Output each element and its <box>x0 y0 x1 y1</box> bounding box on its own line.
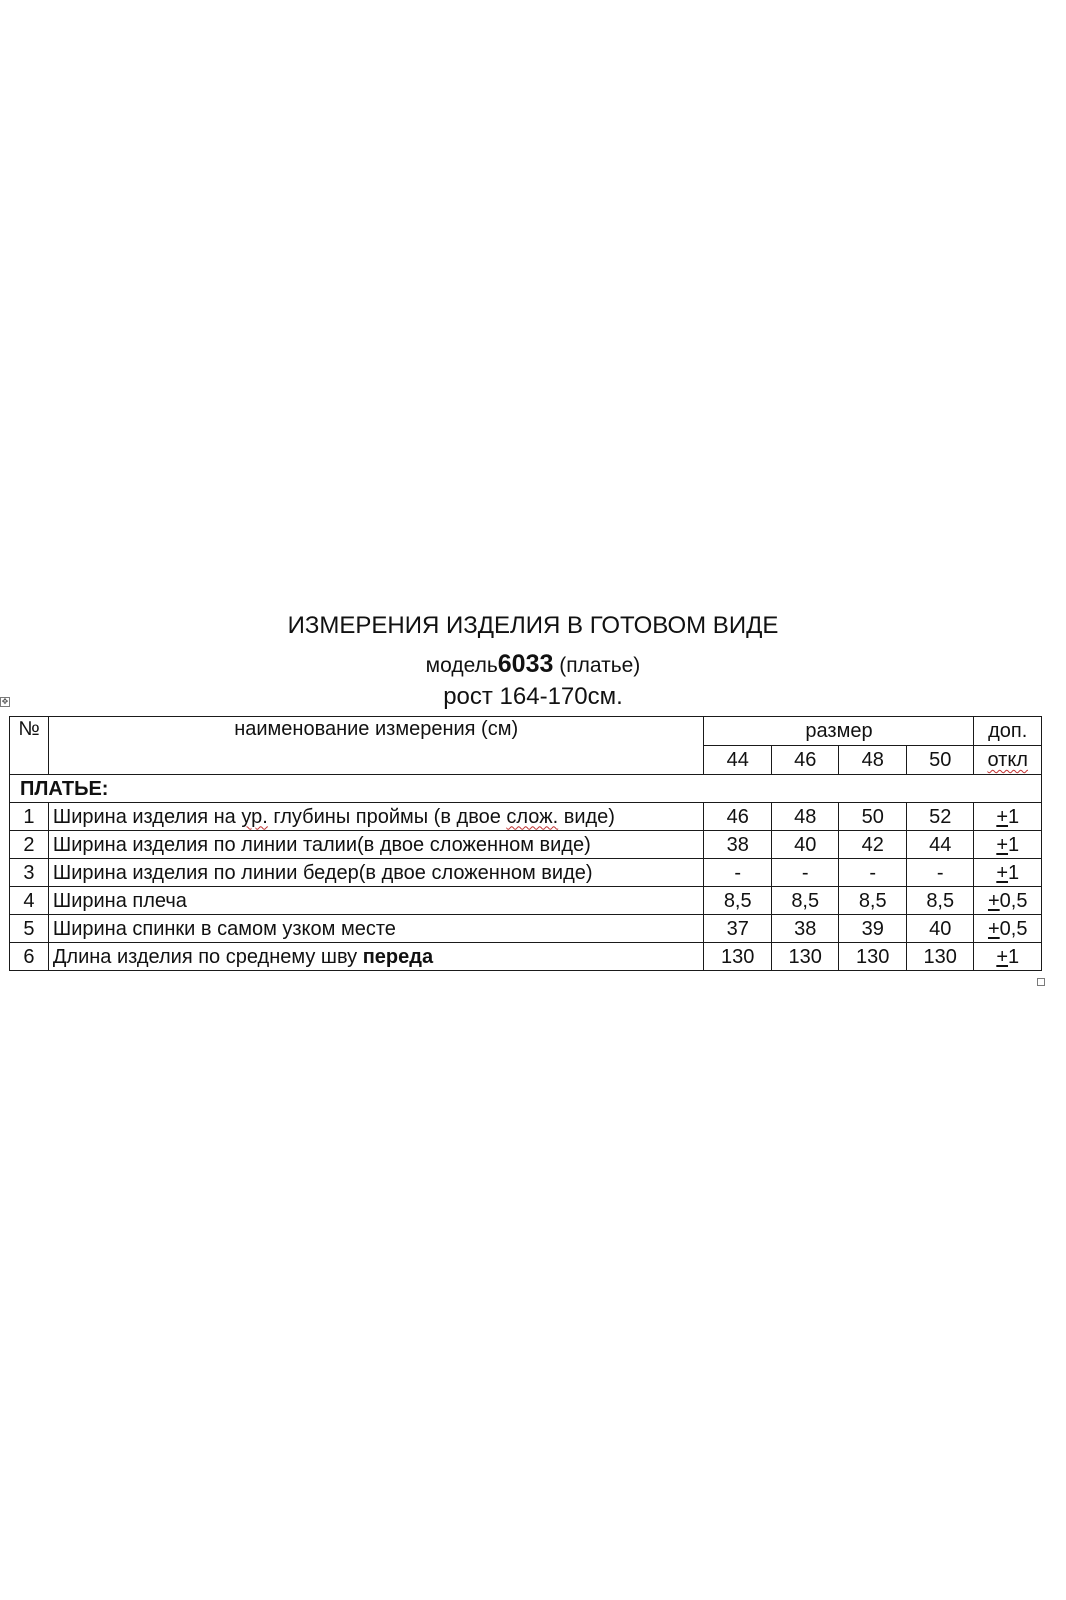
header-size: 46 <box>771 746 839 775</box>
row-name-bold: переда <box>362 945 434 968</box>
table-row <box>10 943 1042 971</box>
model-line <box>0 650 1066 679</box>
table-row <box>10 859 1042 887</box>
row-value: 8,5 <box>704 887 772 915</box>
tolerance-sign: + <box>996 861 1009 884</box>
row-name <box>48 943 704 971</box>
row-num: 4 <box>10 887 49 915</box>
row-value: 130 <box>771 943 839 971</box>
header-size: 50 <box>906 746 974 775</box>
row-value: 8,5 <box>906 887 974 915</box>
table-row <box>10 887 1042 915</box>
row-name: Ширина плеча <box>48 887 704 915</box>
model-number: 6033 <box>497 650 554 678</box>
tolerance-value: 1 <box>1008 833 1020 856</box>
header-tolerance-bottom <box>974 746 1042 775</box>
row-name: Ширина изделия по линии бедер(в двое сложенном виде) <box>48 859 704 887</box>
row-value: 46 <box>704 803 772 831</box>
tolerance-sign: + <box>987 917 1000 940</box>
table-row <box>10 915 1042 943</box>
header-name: наименование измерения (см) <box>48 717 704 775</box>
tolerance-bottom-text: откл <box>987 749 1028 771</box>
row-num: 1 <box>10 803 49 831</box>
row-name <box>48 803 704 831</box>
row-value: 42 <box>839 831 907 859</box>
row-tolerance <box>974 943 1042 971</box>
document-title: ИЗМЕРЕНИЯ ИЗДЕЛИЯ В ГОТОВОМ ВИДЕ <box>287 612 779 639</box>
height-range: рост 164-170см. <box>443 683 623 710</box>
row-value: 39 <box>839 915 907 943</box>
row-value: 38 <box>771 915 839 943</box>
row-name-part: слож. <box>506 805 559 828</box>
tolerance-value: 1 <box>1008 945 1020 968</box>
tolerance-sign: + <box>996 945 1009 968</box>
header-num: № <box>10 717 49 775</box>
row-value: - <box>839 859 907 887</box>
row-value: 37 <box>704 915 772 943</box>
tolerance-value: 0,5 <box>999 917 1028 940</box>
row-tolerance <box>974 887 1042 915</box>
row-tolerance <box>974 915 1042 943</box>
measurements-table <box>9 716 1042 971</box>
row-value: 50 <box>839 803 907 831</box>
row-value: 44 <box>906 831 974 859</box>
model-suffix: (платье) <box>559 654 641 677</box>
table-row <box>10 831 1042 859</box>
section-label: ПЛАТЬЕ: <box>10 775 1042 803</box>
header-row <box>10 717 1042 746</box>
row-value: - <box>771 859 839 887</box>
row-name-part: виде) <box>558 805 615 828</box>
row-num: 6 <box>10 943 49 971</box>
row-value: - <box>704 859 772 887</box>
row-num: 2 <box>10 831 49 859</box>
row-value: 130 <box>704 943 772 971</box>
row-value: 8,5 <box>839 887 907 915</box>
row-value: 40 <box>771 831 839 859</box>
tolerance-value: 0,5 <box>999 889 1028 912</box>
row-value: 40 <box>906 915 974 943</box>
row-value: 8,5 <box>771 887 839 915</box>
tolerance-value: 1 <box>1008 861 1020 884</box>
row-tolerance <box>974 803 1042 831</box>
row-name-text: Длина изделия по среднему шву <box>52 945 363 968</box>
section-row <box>10 775 1042 803</box>
row-value: 130 <box>839 943 907 971</box>
table-row <box>10 803 1042 831</box>
model-prefix: модель <box>425 654 498 677</box>
resize-icon[interactable] <box>1037 978 1045 986</box>
tolerance-sign: + <box>987 889 1000 912</box>
row-name: Ширина спинки в самом узком месте <box>48 915 704 943</box>
header-size: 48 <box>839 746 907 775</box>
tolerance-sign: + <box>996 833 1009 856</box>
row-tolerance <box>974 831 1042 859</box>
header-tolerance-top: доп. <box>974 717 1042 746</box>
row-name: Ширина изделия по линии талии(в двое сложенном виде) <box>48 831 704 859</box>
header-size: 44 <box>704 746 772 775</box>
row-value: 52 <box>906 803 974 831</box>
header-size-group: размер <box>704 717 974 746</box>
row-name-part: Ширина изделия на <box>52 805 242 828</box>
row-value: 130 <box>906 943 974 971</box>
row-name-part: глубины проймы (в двое <box>267 805 507 828</box>
row-num: 3 <box>10 859 49 887</box>
row-value: 48 <box>771 803 839 831</box>
move-icon[interactable]: ✥ <box>1 697 9 706</box>
tolerance-sign: + <box>996 805 1009 828</box>
row-tolerance <box>974 859 1042 887</box>
row-name-part: ур. <box>241 805 268 828</box>
row-num: 5 <box>10 915 49 943</box>
tolerance-value: 1 <box>1008 805 1020 828</box>
row-value: - <box>906 859 974 887</box>
row-value: 38 <box>704 831 772 859</box>
